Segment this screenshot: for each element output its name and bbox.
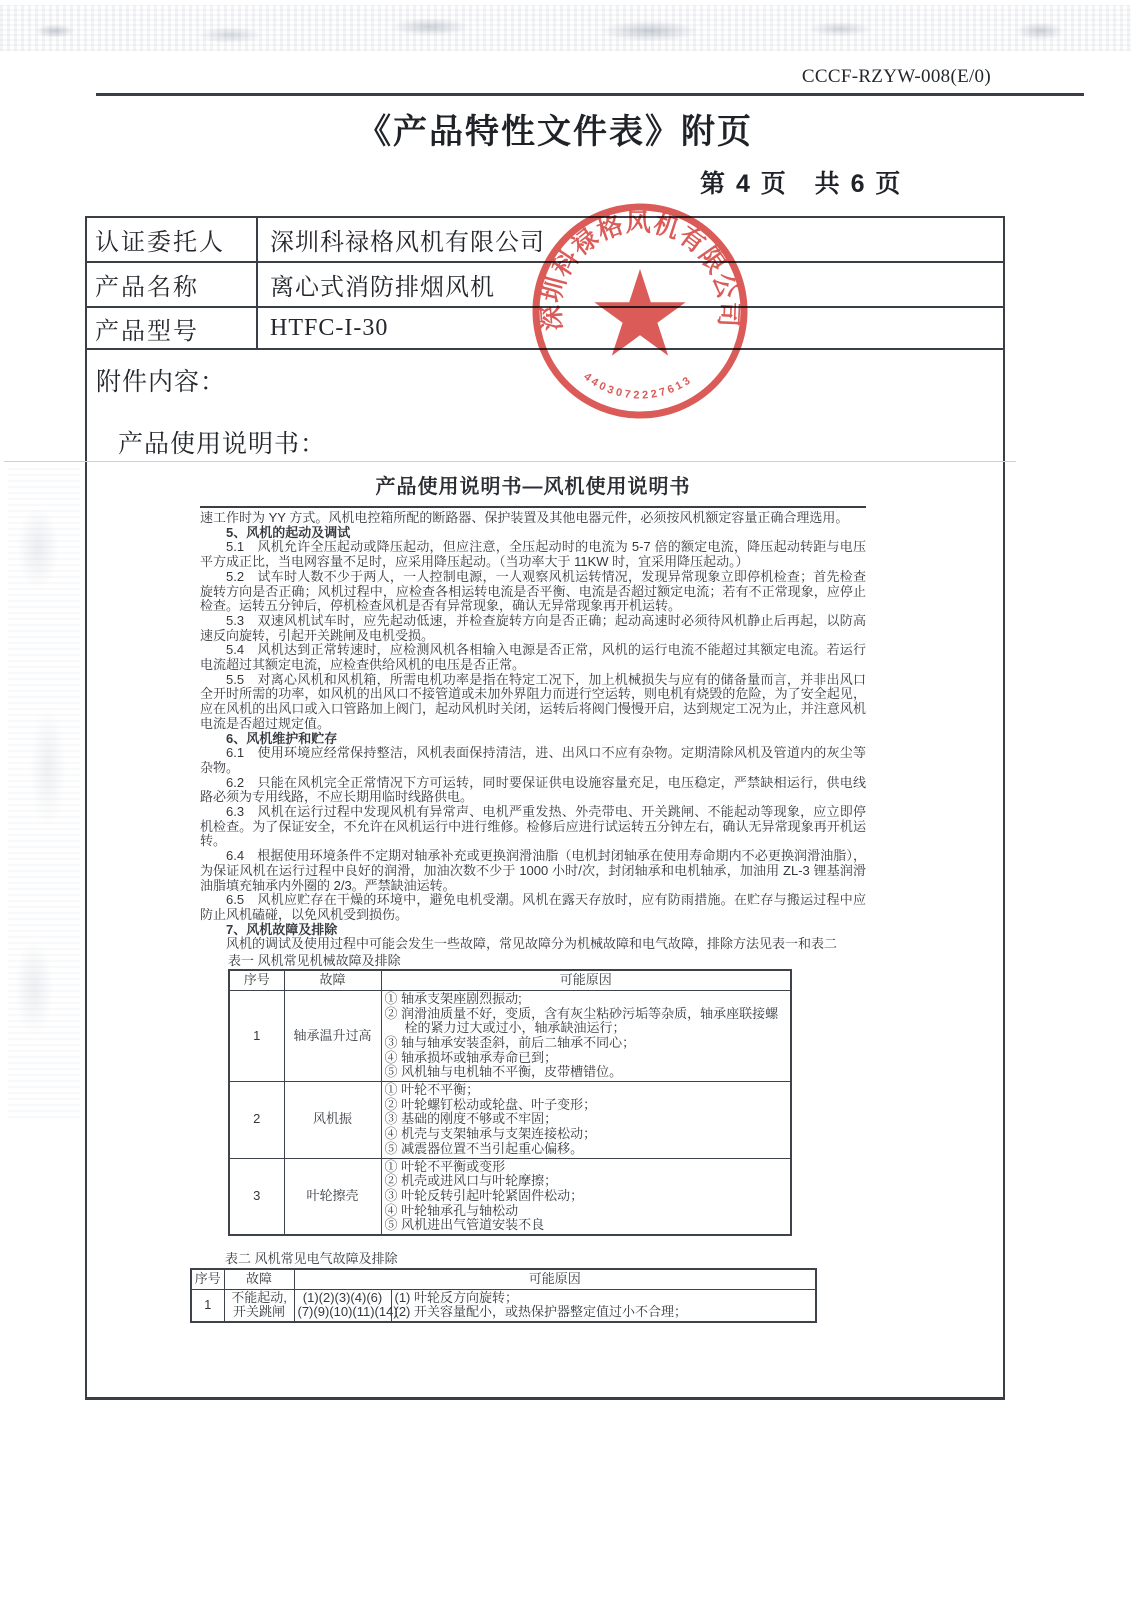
manual-paragraph: 6.2 只能在风机完全正常情况下方可运转，同时要保证供电设施容量充足，电压稳定，严禁缺相运行，供电线路必须为专用线路，不应长期用临时线路供电。 (200, 774, 866, 805)
document-code: CCCF-RZYW-008(E/0) (801, 66, 991, 87)
table2-caption: 表二 风机常见电气故障及排除 (225, 1251, 398, 1267)
seal-star-icon (594, 269, 685, 356)
reason-line: ⑤ 风机进出气管道安装不良 (384, 1217, 545, 1233)
reason-line: ② 机壳或进风口与叶轮摩擦； (384, 1173, 558, 1189)
info-label: 产品型号 (87, 308, 258, 348)
reason-line: ② 润滑油质量不好，变质，含有灰尘粘砂污垢等杂质，轴承座联接螺栓的紧力过大或过小，轴承缺油运行； (384, 1005, 779, 1036)
info-label: 认证委托人 (87, 218, 258, 261)
table1 (228, 969, 792, 1236)
manual-paragraph: 6.5 风机应贮存在干燥的环境中，避免电机受潮。风机在露天存放时，应有防雨措施。在贮存与搬运过程中应防止风机磕碰，以免风机受到损伤。 (200, 892, 866, 922)
table-row (191, 1289, 816, 1322)
info-value: 深圳科禄格风机有限公司 (270, 230, 545, 256)
table2 (190, 1268, 817, 1323)
fault-reasons (391, 1289, 816, 1322)
manual-title: 产品使用说明书—风机使用说明书 (375, 476, 691, 498)
table-row (229, 990, 791, 1081)
page-title: 《产品特性文件表》附页 (357, 113, 753, 151)
table-row (229, 1158, 791, 1235)
fault-codes-line: (1)(2)(3)(4)(6) (302, 1289, 383, 1305)
reason-line: ⑤ 减震器位置不当引起重心偏移。 (384, 1140, 584, 1156)
pasted-page-edge (4, 461, 1016, 462)
reason-line: ④ 机壳与支架轴承与支架连接松动； (384, 1126, 597, 1142)
seal-company-text: 深圳科禄格风机有限公司 (537, 208, 743, 332)
column-header: 序号 (229, 970, 284, 990)
column-header: 故障 (224, 1269, 294, 1289)
manual-paragraph: 5.2 试车时人数不少于两人，一人控制电源，一人观察风机运转情况，发现异常现象立即停机检查；首先检查旋转方向是否正确；风机过程中，应检查各相运转电流是否平衡、电流是否超过额定电流；若有不正常现象，应停止检查。运转五分钟后，停机检查风机是否有异常现象，确认无异常现象再开机运转。 (200, 568, 866, 614)
electrical-fault-table (194, 1268, 866, 1323)
scan-noise-band (0, 5, 1131, 51)
table1-caption: 表一 风机常见机械故障及排除 (228, 953, 401, 969)
manual-paragraph: 7、风机故障及排除 (226, 921, 338, 937)
column-header: 故障 (284, 970, 381, 990)
table2-header-row (191, 1269, 816, 1289)
fault-codes (294, 1289, 398, 1322)
fault-no: 2 (229, 1082, 284, 1159)
fault-name: 叶轮擦壳 (284, 1158, 381, 1235)
page-number: 第 4 页 共 6 页 (700, 170, 903, 198)
column-header: 可能原因 (294, 1269, 816, 1289)
reason-line: ③ 叶轮反转引起叶轮紧固件松动； (384, 1187, 584, 1203)
fault-reasons (381, 1082, 791, 1159)
fault-name (224, 1289, 294, 1322)
manual-paragraph: 5.5 对离心风机和风机箱，所需电机功率是指在特定工况下，加上机械损失与应有的储备量而言，并非出风口全开时所需的功率，如风机的出风口不接管道或未加外界阻力而进行空运转，则电机有烧毁的危险，为了安全起见，应在风机的出风口或入口管路加上阀门，起动风机时关闭，运转后将阀门慢慢开启，达到规定工况为止，并注意风机电流是否超过规定值。 (200, 671, 866, 731)
column-header: 可能原因 (381, 970, 791, 990)
manual-paragraph: 风机的调试及使用过程中可能会发生一些故障，常见故障分为机械故障和电气故障，排除方法见表一和表二 (226, 936, 838, 952)
manual-paragraph: 6.4 根据使用环境条件不定期对轴承补充或更换润滑油脂（电机封闭轴承在使用寿命期内不必更换润滑油脂），为保证风机在运行过程中良好的润滑，加油次数不少于 1000 小时/次，封闭轴承和电机轴承，加油用 ZL-3 锂基润滑油脂填充轴承内外圈的 2/3。严禁缺油运转。 (200, 848, 866, 893)
reason-line: ① 轴承支架座剧烈振动; (384, 990, 522, 1006)
fault-no: 1 (229, 990, 284, 1081)
fault-name-line: 开关跳闸 (232, 1304, 285, 1320)
company-seal-stamp (525, 196, 755, 426)
reason-line: ⑤ 风机轴与电机轴不平衡，皮带槽错位。 (384, 1064, 623, 1080)
manual-paragraph: 6.1 使用环境应经常保持整洁，风机表面保持清洁，进、出风口不应有杂物。定期清除风机及管道内的灰尘等杂物。 (200, 745, 866, 775)
fault-name-line: 不能起动, (231, 1289, 287, 1305)
fault-reasons (381, 1158, 791, 1235)
scan-noise-left-strip (8, 468, 80, 1118)
manual-paragraph: 5.3 双速风机试车时，应先起动低速，并检查旋转方向是否正确；起动高速时必须待风机静止后再起，以防高速反向旋转，引起开关跳闸及电机受损。 (200, 612, 866, 643)
manual-paragraph: 5、风机的起动及调试 (226, 524, 351, 540)
reason-line: ② 叶轮螺钉松动或轮盘、叶子变形； (384, 1096, 597, 1112)
reason-line: ④ 轴承损坏或轴承寿命已到； (384, 1049, 558, 1065)
fault-no: 3 (229, 1158, 284, 1235)
reason-line: ④ 叶轮轴承孔与轴松动 (384, 1202, 519, 1218)
manual-paragraph: 速工作时为 YY 方式。风机电控箱所配的断路器、保护装置及其他电器元件，必须按风机额定容量正确合理选用。 (200, 510, 849, 525)
reason-line: ③ 轴与轴承安装歪斜，前后二轴承不同心； (384, 1034, 636, 1050)
fault-name: 风机振 (284, 1082, 381, 1159)
manual-document (194, 470, 866, 1323)
manual-paragraph: 5.1 风机允许全压起动或降压起动，但应注意，全压起动时的电流为 5-7 倍的额定电流，降压起动转距与电压平方成正比，当电网容量不足时，应采用降压起动。（当功率大于 11KW 时，宜采用降压起动。） (200, 539, 866, 570)
fault-no: 1 (191, 1289, 224, 1322)
reason-line: ③ 基础的刚度不够或不牢固； (384, 1111, 558, 1127)
manual-title-rule (200, 506, 866, 508)
info-value: 离心式消防排烟风机 (270, 275, 495, 301)
fault-name: 轴承温升过高 (284, 990, 381, 1081)
reason-line: ① 叶轮不平衡； (384, 1082, 480, 1098)
table-row (229, 1082, 791, 1159)
info-label: 产品名称 (87, 263, 258, 306)
header-rule (96, 93, 1084, 96)
reason-line: (1) 叶轮反方向旋转； (394, 1289, 519, 1305)
reason-line: ① 叶轮不平衡或变形 (384, 1158, 506, 1174)
column-header: 序号 (191, 1269, 224, 1289)
mechanical-fault-table (200, 969, 866, 1236)
attachment-item: 产品使用说明书： (118, 430, 327, 458)
reason-line: (2) 开关容量配小，或热保护器整定值过小不合理； (394, 1304, 688, 1320)
table1-header-row (229, 970, 791, 990)
seal-number-text: 4403072227613 (581, 370, 696, 402)
fault-reasons (381, 990, 791, 1081)
manual-paragraph: 6、风机维护和贮存 (226, 730, 338, 746)
manual-body (200, 511, 866, 952)
attachment-label: 附件内容： (96, 368, 227, 396)
manual-paragraph: 5.4 风机达到正常转速时，应检测风机各相输入电源是否正常，风机的运行电流不能超过其额定电流。若运行电流超过其额定电流，应检查供给风机的电压是否正常。 (200, 642, 866, 673)
manual-paragraph: 6.3 风机在运行过程中发现风机有异常声、电机严重发热、外壳带电、开关跳闸、不能起动等现象，应立即停机检查。为了保证安全，不允许在风机运行中进行维修。检修后应进行试运转五分钟左右，确认无异常现象再开机运转。 (200, 804, 866, 849)
info-value: HTFC-I-30 (270, 314, 389, 341)
fault-codes-line: (7)(9)(10)(11)(14) (297, 1304, 398, 1320)
